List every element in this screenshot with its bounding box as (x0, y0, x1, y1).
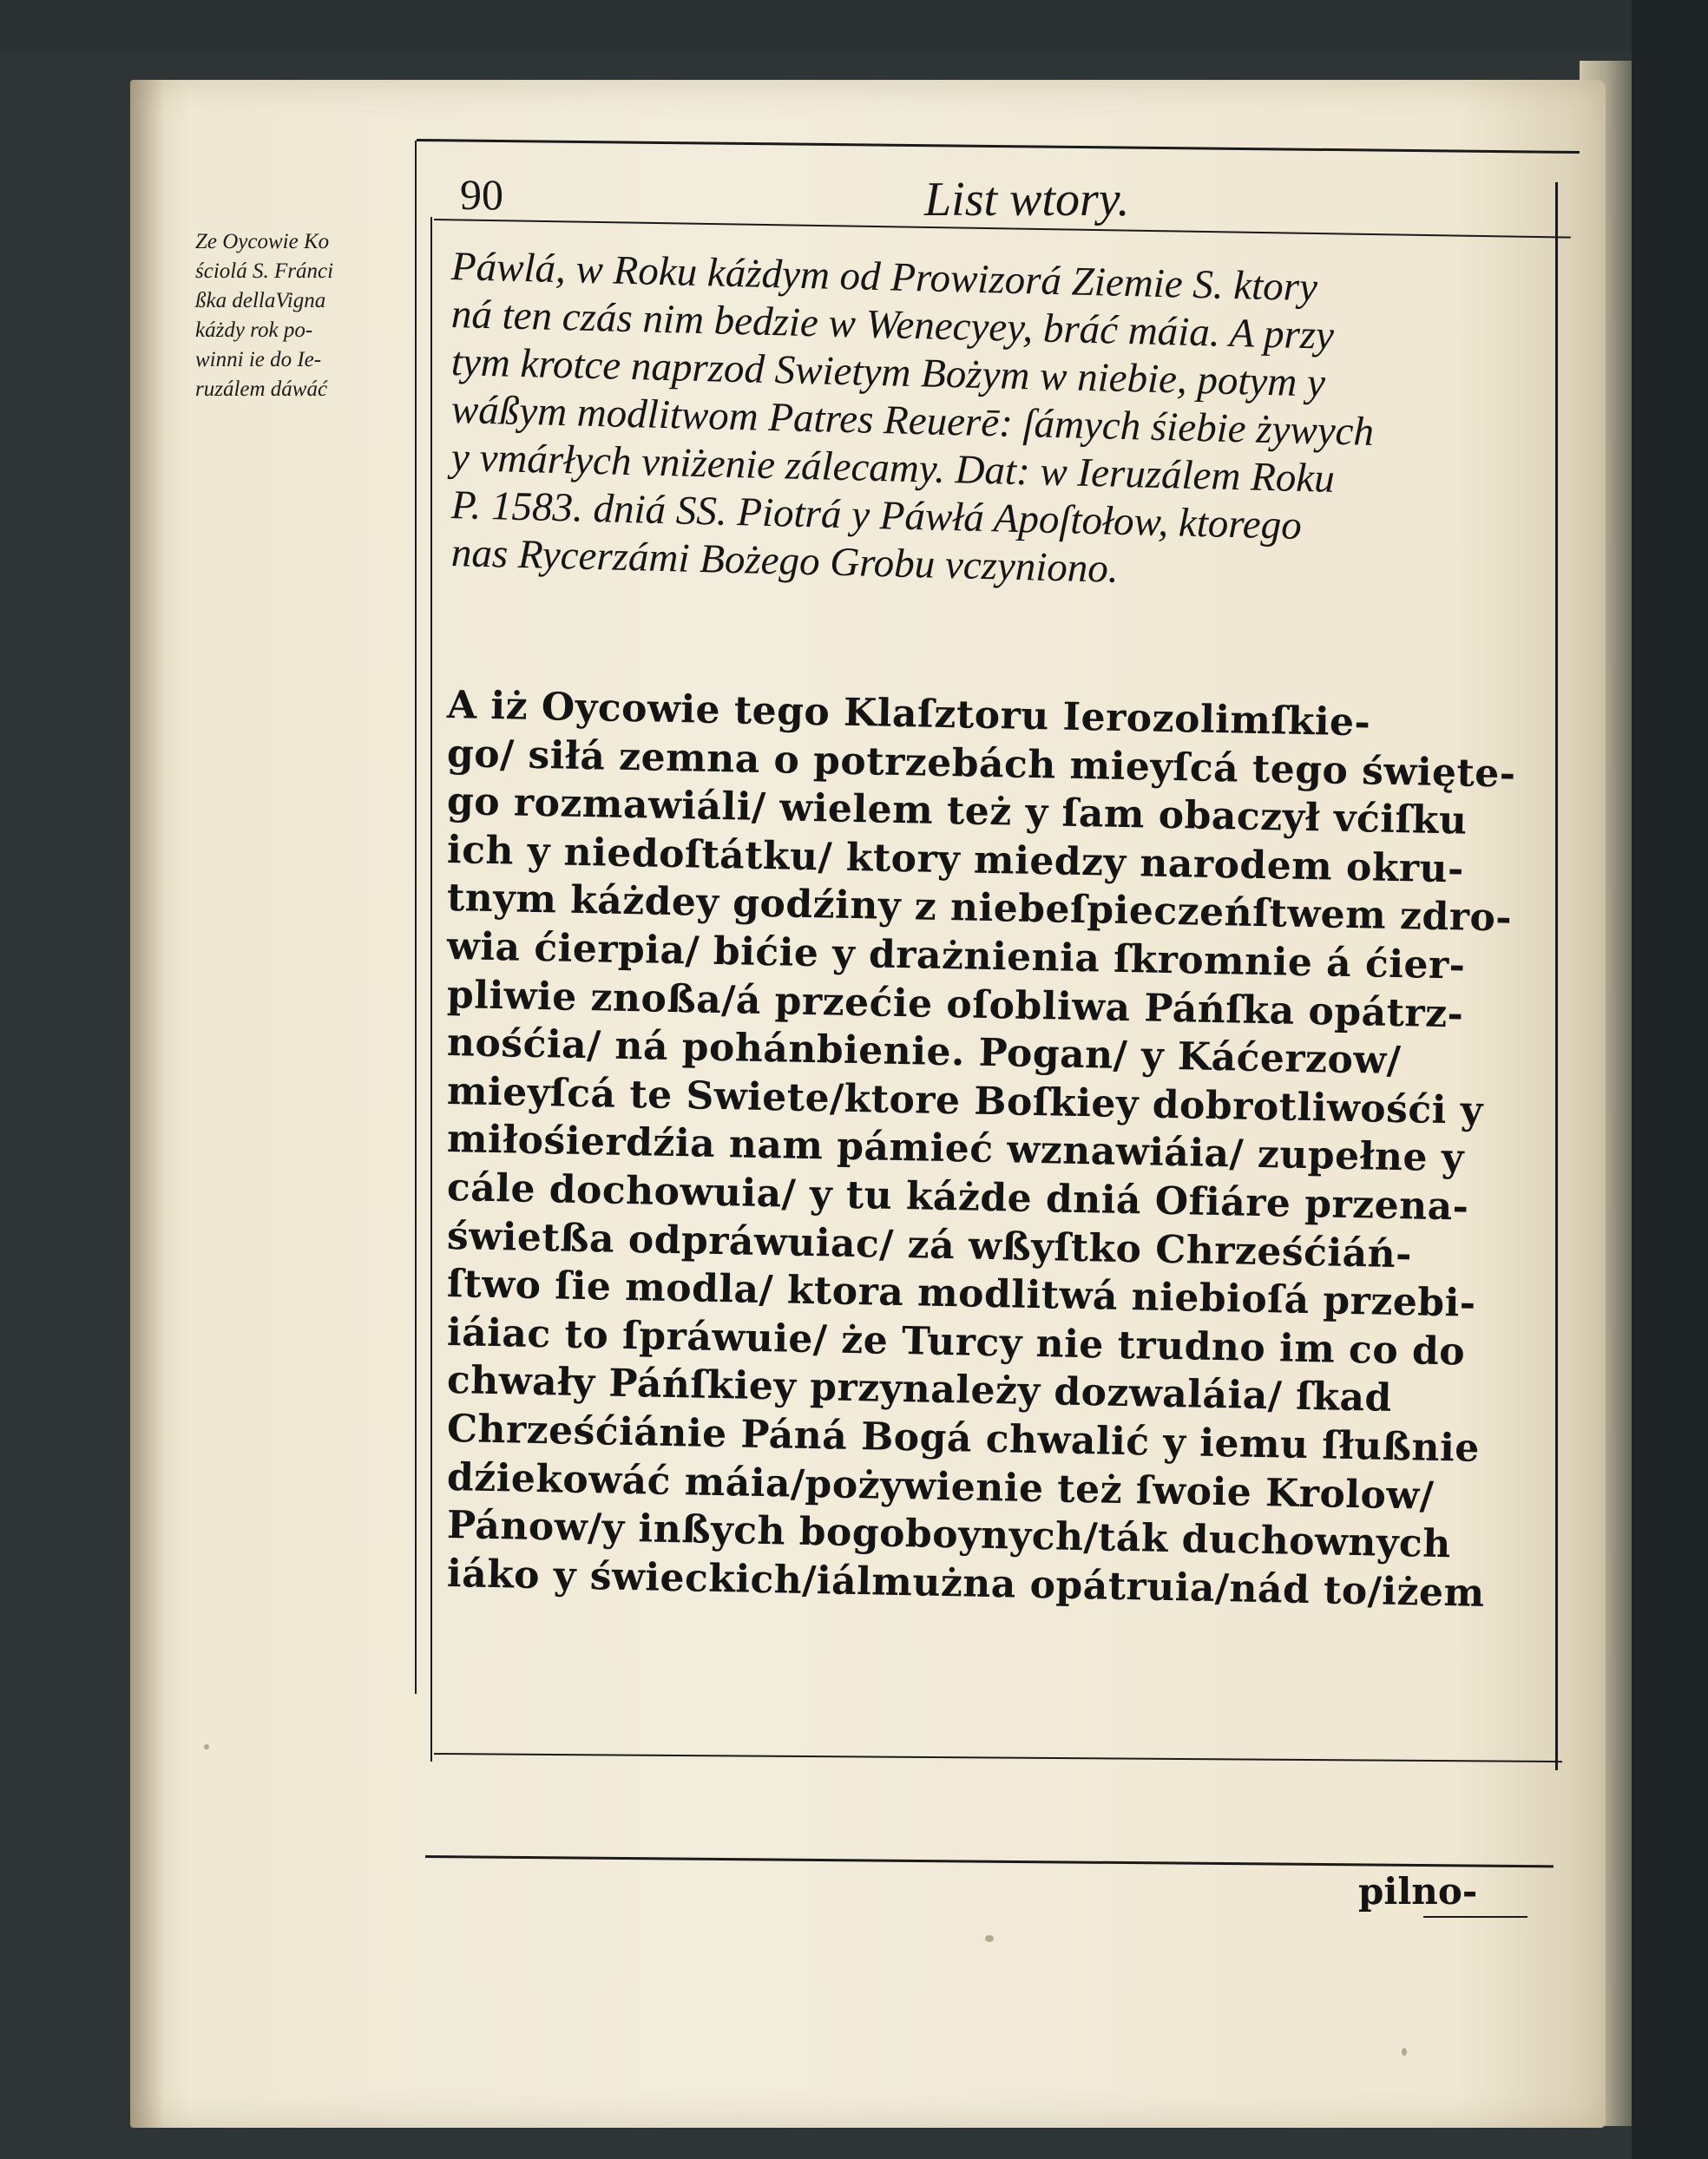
text-line: wáßym modlitwom Patres Reuerē: ſámych śiebie żywych (450, 387, 1375, 455)
text-line: nas Rycerzámi Bożego Grobu vczyniono. (450, 530, 1120, 592)
text-line: pliwie znoßa/á przećie oſobliwa Páńſka opátrz- (446, 972, 1464, 1037)
text-line: ich y niedoſtátku/ ktory miedzy narodem okru- (446, 827, 1465, 892)
text-line: ſtwo ſie modla/ ktora modlitwá niebioſá przebi- (446, 1262, 1477, 1326)
page-number: 90 (460, 170, 503, 219)
catchword: pilno- (1358, 1870, 1478, 1913)
margin-note-line: ßka dellaVigna (195, 289, 326, 312)
right-rule (1555, 182, 1558, 1770)
paper-speck (985, 1935, 994, 1942)
text-line: wia ćierpia/ bićie y drażnienia ſkromnie á ćier- (446, 923, 1466, 988)
text-line: tym krotce naprzod Swietym Bożym w niebie, potym y (450, 339, 1326, 406)
text-line: tnym káżdey godźiny z niebeſpieczeńſtwem zdro- (446, 876, 1513, 941)
text-line: cále dochowuia/ y tu káżde dniá Ofiáre przena- (446, 1165, 1469, 1230)
margin-note (195, 227, 404, 404)
text-line: Chrześćiánie Páná Bogá chwalić y iemu ſłußnie (446, 1406, 1481, 1471)
text-line: iáko y świeckich/iálmużna opátruia/nád to/iżem (446, 1551, 1486, 1616)
margin-note-line: Ze Oycowie Ko (195, 230, 330, 253)
blackletter-paragraph (446, 681, 1523, 1616)
italic-paragraph (450, 243, 1519, 592)
text-line: świetßa odpráwuiac/ zá wßyſtko Chrześćiáń- (446, 1213, 1413, 1276)
running-head: List wtory. (924, 173, 1130, 226)
text-line: go rozmawiáli/ wielem też y ſam obaczył vćiſku (446, 779, 1468, 843)
scan-background-right (1632, 0, 1708, 2159)
text-line: dźiekowáć máia/pożywienie też ſwoie Krolow/ (446, 1454, 1435, 1519)
text-line: A iż Oycowie tego Klaſztoru Ierozolimſkie- (446, 683, 1371, 745)
bottom-rule-lower (1423, 1916, 1527, 1918)
left-rule-outer (415, 141, 417, 1694)
paper-speck (1402, 2048, 1407, 2056)
text-line: y vmárłych vniżenie zálecamy. Dat: w Ieruzálem Roku (450, 435, 1336, 502)
text-line: miłośierdźia nam pámieć wznawiáia/ zupełne y (446, 1117, 1465, 1181)
margin-note-line: káżdy rok po- (195, 318, 313, 342)
text-line: iáiac to ſpráwuie/ że Turcy nie trudno im co do (446, 1309, 1466, 1375)
scan-background-top (0, 0, 1708, 52)
text-line: nośćia/ ná pohánbienie. Pogan/ y Káćerzow/ (446, 1020, 1402, 1084)
text-line: P. 1583. dniá SS. Piotrá y Páwłá Apoſtołow, ktorego (450, 482, 1303, 548)
margin-note-line: ściolá S. Fránci (195, 259, 334, 283)
text-line: chwały Páńſkiey przynależy dozwaláia/ ſkad (446, 1358, 1393, 1421)
paper-speck (204, 1744, 209, 1749)
gutter-shadow (130, 80, 165, 2128)
text-line: go/ siłá zemna o potrzebách mieyſcá tego święte- (446, 731, 1517, 797)
margin-note-line: ruzálem dáwáć (195, 377, 328, 401)
text-line: mieyſcá te Swiete/ktore Boſkiey dobrotliwośći y (446, 1068, 1484, 1133)
margin-note-line: winni ie do Ie- (195, 348, 322, 371)
text-line: ná ten czás nim bedzie w Wenecyey, bráć máia. A przy (450, 292, 1335, 358)
text-line: Pánow/y inßych bogoboynych/ták duchownych (446, 1503, 1452, 1567)
text-line: Páwlá, w Roku káżdym od Prowizorá Ziemie S. ktory (450, 244, 1318, 311)
left-rule-inner (430, 217, 432, 1762)
